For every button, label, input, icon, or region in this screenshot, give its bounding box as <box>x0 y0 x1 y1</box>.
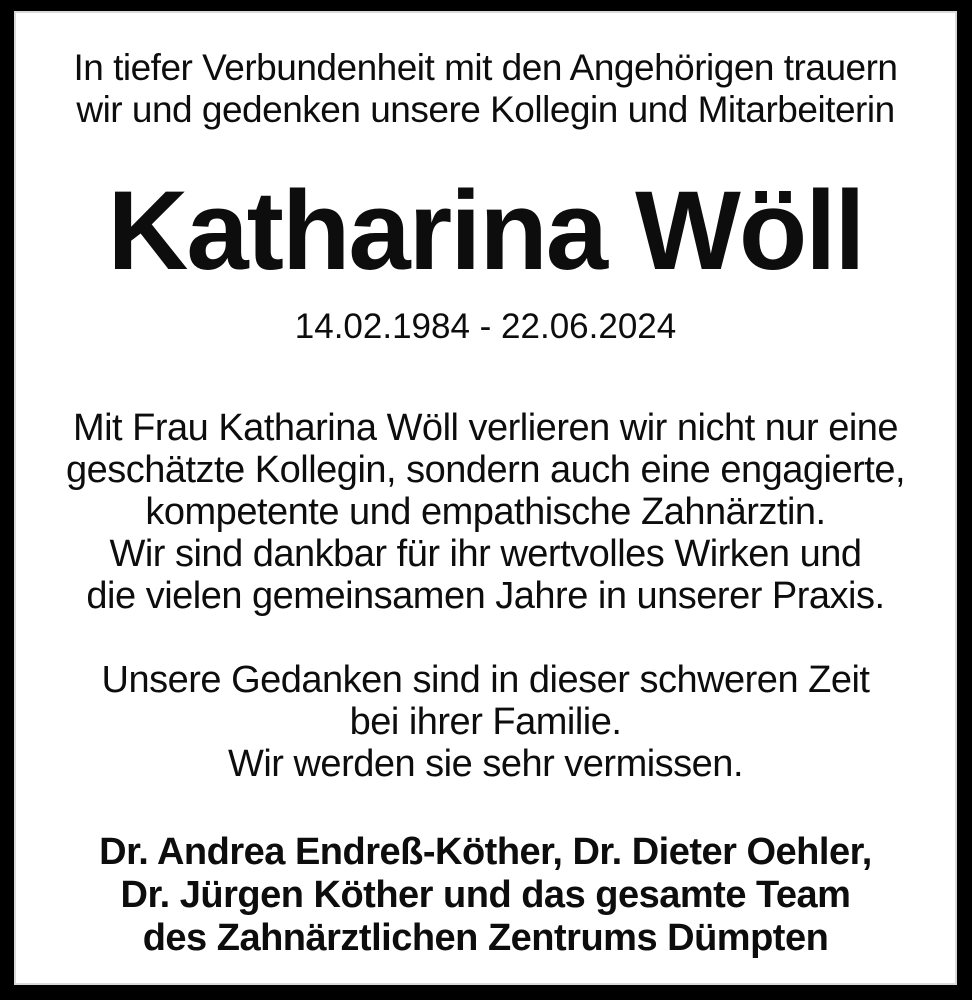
deceased-name: Katharina Wöll <box>107 168 864 293</box>
tribute-text <box>16 407 955 617</box>
condolence-line: Wir werden sie sehr vermissen. <box>227 743 744 785</box>
condolence-line: Unsere Gedanken sind in dieser schweren Zeit <box>101 659 870 701</box>
tribute-line: geschätzte Kollegin, sondern auch eine engagierte, <box>65 449 906 491</box>
signature-line: Dr. Jürgen Köther und das gesamte Team <box>120 874 851 916</box>
signature-text <box>16 831 955 960</box>
intro-line: In tiefer Verbundenheit mit den Angehörigen trauern <box>73 47 898 88</box>
signature-line: des Zahnärztlichen Zentrums Dümpten <box>142 917 829 959</box>
life-dates: 14.02.1984 - 22.06.2024 <box>294 307 677 346</box>
tribute-line: die vielen gemeinsamen Jahre in unserer Praxis. <box>86 575 885 617</box>
condolence-line: bei ihrer Familie. <box>349 701 622 743</box>
tribute-line: kompetente und empathische Zahnärztin. <box>145 491 826 533</box>
signature-line: Dr. Andrea Endreß-Köther, Dr. Dieter Oehler, <box>99 831 872 873</box>
condolence-text <box>16 659 955 785</box>
tribute-line: Wir sind dankbar für ihr wertvolles Wirken und <box>109 533 862 575</box>
tribute-line: Mit Frau Katharina Wöll verlieren wir nicht nur eine <box>72 407 899 449</box>
intro-line: wir und gedenken unsere Kollegin und Mitarbeiterin <box>76 89 895 130</box>
intro-text <box>16 13 955 131</box>
memorial-notice-sheet <box>16 13 955 983</box>
